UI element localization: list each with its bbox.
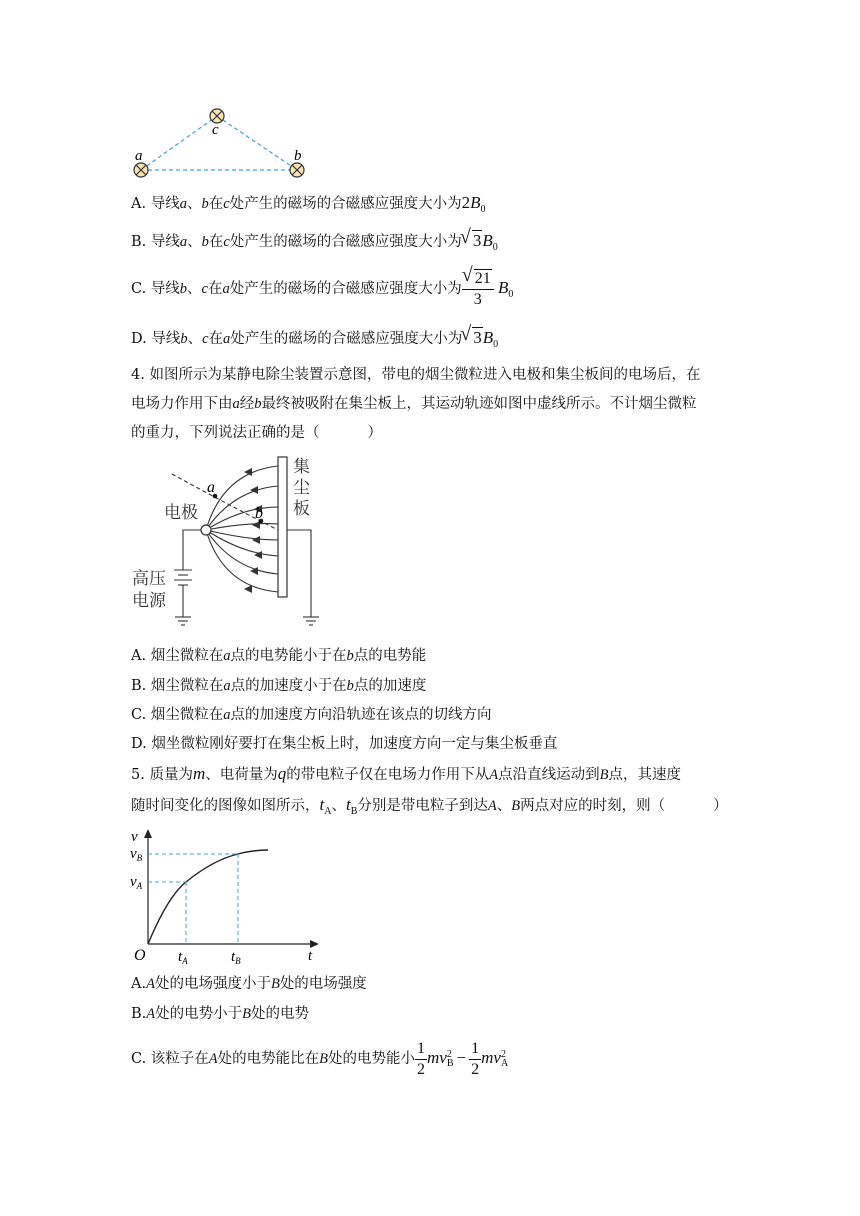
label-point-b: b: [255, 505, 263, 522]
precipitator-figure: [128, 452, 338, 640]
q4-stem-line3: 的重力，下列说法正确的是（ ）: [131, 425, 382, 441]
wire-b-icon: [290, 163, 304, 177]
origin-label: O: [134, 947, 146, 964]
q4-stem-line2: 电场力作用下由a经b最终被吸附在集尘板上，其运动轨迹如图中虚线所示。不计烟尘微粒: [131, 396, 697, 412]
triangle-wires-figure: [125, 100, 325, 185]
q4-option-d: D. 烟坐微粒刚好要打在集尘板上时，加速度方向一定与集尘板垂直: [131, 736, 558, 752]
q4-option-b: B. 烟尘微粒在a点的加速度小于在b点的加速度: [131, 678, 427, 694]
q5-stem-line2: 随时间变化的图像如图所示，$t_A$、$t_B$分别是带电粒子到达A、B两点对应的时刻，则（ ）: [131, 795, 728, 817]
q4-option-c: C. 烟尘微粒在a点的加速度方向沿轨迹在该点的切线方向: [131, 707, 492, 723]
collector-label-1: 集: [293, 457, 310, 477]
label-b: b: [294, 148, 302, 164]
q5-option-b: B.A处的电势小于B处的电势: [131, 1006, 309, 1022]
power-label-2: 电源: [132, 591, 166, 611]
tB-label: $t_B$: [231, 949, 241, 966]
q5-option-a: A.A处的电场强度小于B处的电场强度: [131, 976, 367, 992]
vB-label: $v_B$: [130, 846, 143, 863]
q4-option-a: A. 烟尘微粒在a点的电势能小于在b点的电势能: [131, 648, 427, 664]
guide-lines: [148, 854, 238, 944]
v-axis-arrow: [144, 829, 152, 838]
circuit-wires: [174, 530, 319, 625]
wire-c-icon: [210, 109, 224, 123]
v-axis-label: v: [131, 829, 138, 845]
label-point-a: a: [207, 479, 215, 496]
field-arrows: [244, 468, 262, 593]
collector-label-2: 尘: [293, 478, 310, 498]
collector-label-3: 板: [293, 499, 310, 519]
dashed-line-c-b: [217, 116, 297, 170]
label-c: c: [212, 122, 219, 138]
q3-option-d: D. 导线b、c在a处产生的磁场的合磁感应强度大小为√ $3B_0$: [131, 328, 498, 355]
q3-option-b: B. 导线a、b在c处产生的磁场的合磁感应强度大小为√ $3B_0$: [131, 231, 498, 258]
t-axis-arrow: [310, 940, 319, 948]
label-a: a: [135, 148, 143, 164]
velocity-time-graph: [128, 826, 328, 968]
q3-option-a: A. 导线a、b在c处产生的磁场的合磁感应强度大小为$2B_0$: [131, 193, 486, 215]
electrode: [201, 525, 211, 535]
power-label-1: 高压: [132, 569, 166, 589]
t-axis-label: t: [308, 948, 313, 964]
dashed-line-a-c: [141, 116, 217, 170]
q5-option-c: C. 该粒子在A处的电势能比在B处的电势能小 $\frac{1}{2}$ mv 2 B − $\frac{1}{2}$ mv 2 A: [131, 1039, 509, 1078]
field-lines: [206, 466, 278, 592]
tA-label: $t_A$: [178, 949, 188, 966]
q3-option-c: C. 导线b、c在a处产生的磁场的合磁感应强度大小为 √ $\frac{21}{3}$ $B_0$: [131, 266, 513, 317]
vA-label: $v_A$: [130, 874, 143, 891]
q5-stem-line1: 5. 质量为m、电荷量为q的带电粒子仅在电场力作用下从A点沿直线运动到B点，其速度: [131, 764, 681, 783]
velocity-curve: [148, 850, 268, 944]
wire-a-icon: [134, 163, 148, 177]
electrode-label: 电极: [164, 503, 198, 523]
q4-stem-line1: 4. 如图所示为某静电除尘装置示意图，带电的烟尘微粒进入电极和集尘板间的电场后，在: [131, 367, 701, 383]
collector-plate: [278, 457, 287, 597]
